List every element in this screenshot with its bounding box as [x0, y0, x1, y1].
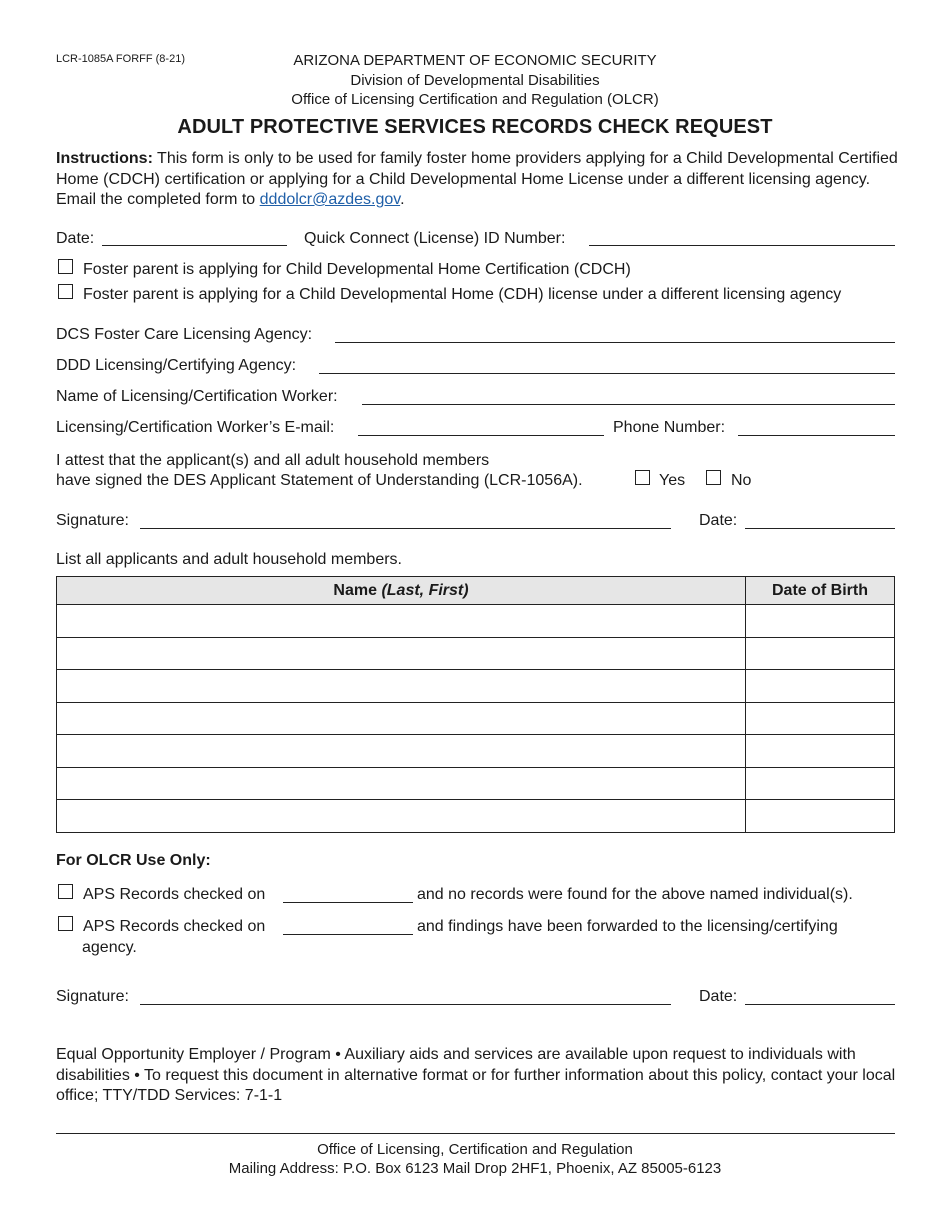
phone-field[interactable] [738, 435, 895, 436]
dob-column-header: Date of Birth [746, 577, 895, 605]
olcr-opt2-date-field[interactable] [283, 934, 413, 935]
cdch-checkbox[interactable] [58, 259, 73, 274]
office-name: Office of Licensing Certification and Regulation (OLCR) [291, 91, 659, 108]
signature-date-label: Date: [699, 512, 738, 529]
dcs-agency-label: DCS Foster Care Licensing Agency: [56, 326, 313, 343]
name-cell[interactable] [57, 605, 746, 638]
table-row [57, 637, 895, 670]
attest-line-1: I attest that the applicant(s) and all adult household members [56, 452, 490, 469]
olcr-signature-label: Signature: [56, 988, 129, 1005]
quick-connect-label: Quick Connect (License) ID Number: [304, 230, 566, 247]
email-link[interactable]: dddolcr@azdes.gov [259, 191, 401, 208]
attest-no-checkbox[interactable] [706, 470, 721, 485]
name-cell[interactable] [57, 735, 746, 768]
table-row [57, 605, 895, 638]
cdch-label: Foster parent is applying for Child Developmental Home Certification (CDCH) [83, 261, 631, 278]
attest-no-label: No [731, 472, 752, 489]
members-intro: List all applicants and adult household members. [56, 551, 402, 568]
ddd-agency-field[interactable] [319, 373, 895, 374]
olcr-opt2-label-c: agency. [82, 939, 137, 956]
cdh-checkbox[interactable] [58, 284, 73, 299]
date-label: Date: [56, 230, 95, 247]
olcr-date-field[interactable] [745, 1004, 895, 1005]
name-cell[interactable] [57, 800, 746, 833]
worker-email-field[interactable] [358, 435, 604, 436]
signature-date-field[interactable] [745, 528, 895, 529]
olcr-date-label: Date: [699, 988, 738, 1005]
olcr-no-records-checkbox[interactable] [58, 884, 73, 899]
dob-cell[interactable] [746, 800, 895, 833]
olcr-signature-field[interactable] [140, 1004, 671, 1005]
name-header-text: Name [333, 581, 382, 599]
division-name: Division of Developmental Disabilities [350, 72, 600, 89]
form-title: ADULT PROTECTIVE SERVICES RECORDS CHECK REQUEST [177, 116, 773, 138]
name-cell[interactable] [57, 702, 746, 735]
name-column-header [57, 577, 746, 605]
footer-office: Office of Licensing, Certification and Regulation [317, 1141, 633, 1158]
table-row [57, 767, 895, 800]
olcr-opt1-label-b: and no records were found for the above named individual(s). [417, 886, 853, 903]
table-row [57, 800, 895, 833]
table-row [57, 735, 895, 768]
olcr-heading: For OLCR Use Only: [56, 852, 211, 869]
olcr-opt2-label-a: APS Records checked on [83, 918, 266, 935]
table-row [57, 670, 895, 703]
table-row [57, 702, 895, 735]
worker-name-field[interactable] [362, 404, 895, 405]
members-table [56, 576, 895, 833]
dob-cell[interactable] [746, 767, 895, 800]
instructions [56, 149, 901, 211]
name-cell[interactable] [57, 670, 746, 703]
footer-divider [56, 1133, 895, 1134]
attest-yes-checkbox[interactable] [635, 470, 650, 485]
instructions-end: . [400, 191, 405, 208]
attest-line-2: have signed the DES Applicant Statement of Understanding (LCR-1056A). [56, 472, 583, 489]
cdh-label: Foster parent is applying for a Child Developmental Home (CDH) license under a different licensing agency [83, 286, 842, 303]
olcr-opt1-date-field[interactable] [283, 902, 413, 903]
agency-name: ARIZONA DEPARTMENT OF ECONOMIC SECURITY [293, 52, 657, 69]
name-cell[interactable] [57, 637, 746, 670]
form-code: LCR-1085A FORFF (8-21) [56, 53, 185, 65]
ddd-agency-label: DDD Licensing/Certifying Agency: [56, 357, 297, 374]
dob-cell[interactable] [746, 605, 895, 638]
olcr-opt2-label-b: and findings have been forwarded to the licensing/certifying [417, 918, 838, 935]
eoe-notice: Equal Opportunity Employer / Program • Auxiliary aids and services are available upon request to individuals with disabilities • To request this document in alternative format or for further information about this policy, contact your local office; TTY/TDD Services: 7-1-1 [56, 1046, 896, 1104]
quick-connect-field[interactable] [589, 245, 895, 246]
worker-name-label: Name of Licensing/Certification Worker: [56, 388, 338, 405]
olcr-findings-checkbox[interactable] [58, 916, 73, 931]
instructions-lead: Instructions: [56, 150, 153, 167]
worker-email-label: Licensing/Certification Worker’s E-mail: [56, 419, 335, 436]
name-header-hint: (Last, First) [381, 581, 469, 599]
signature-field[interactable] [140, 528, 671, 529]
instructions-text: This form is only to be used for family foster home providers applying for a Child Developmental Certified Home (CDCH) certification or applying for a Child Developmental Home License under a different licensing agency. Email the completed form to [56, 150, 898, 208]
footer-address: Mailing Address: P.O. Box 6123 Mail Drop 2HF1, Phoenix, AZ 85005-6123 [228, 1160, 722, 1177]
phone-label: Phone Number: [613, 419, 726, 436]
name-cell[interactable] [57, 767, 746, 800]
dob-cell[interactable] [746, 702, 895, 735]
table-header-row [57, 577, 895, 605]
olcr-opt1-label-a: APS Records checked on [83, 886, 266, 903]
dcs-agency-field[interactable] [335, 342, 895, 343]
date-field[interactable] [102, 245, 287, 246]
dob-cell[interactable] [746, 637, 895, 670]
attest-yes-label: Yes [659, 472, 686, 489]
dob-cell[interactable] [746, 735, 895, 768]
signature-label: Signature: [56, 512, 129, 529]
dob-cell[interactable] [746, 670, 895, 703]
